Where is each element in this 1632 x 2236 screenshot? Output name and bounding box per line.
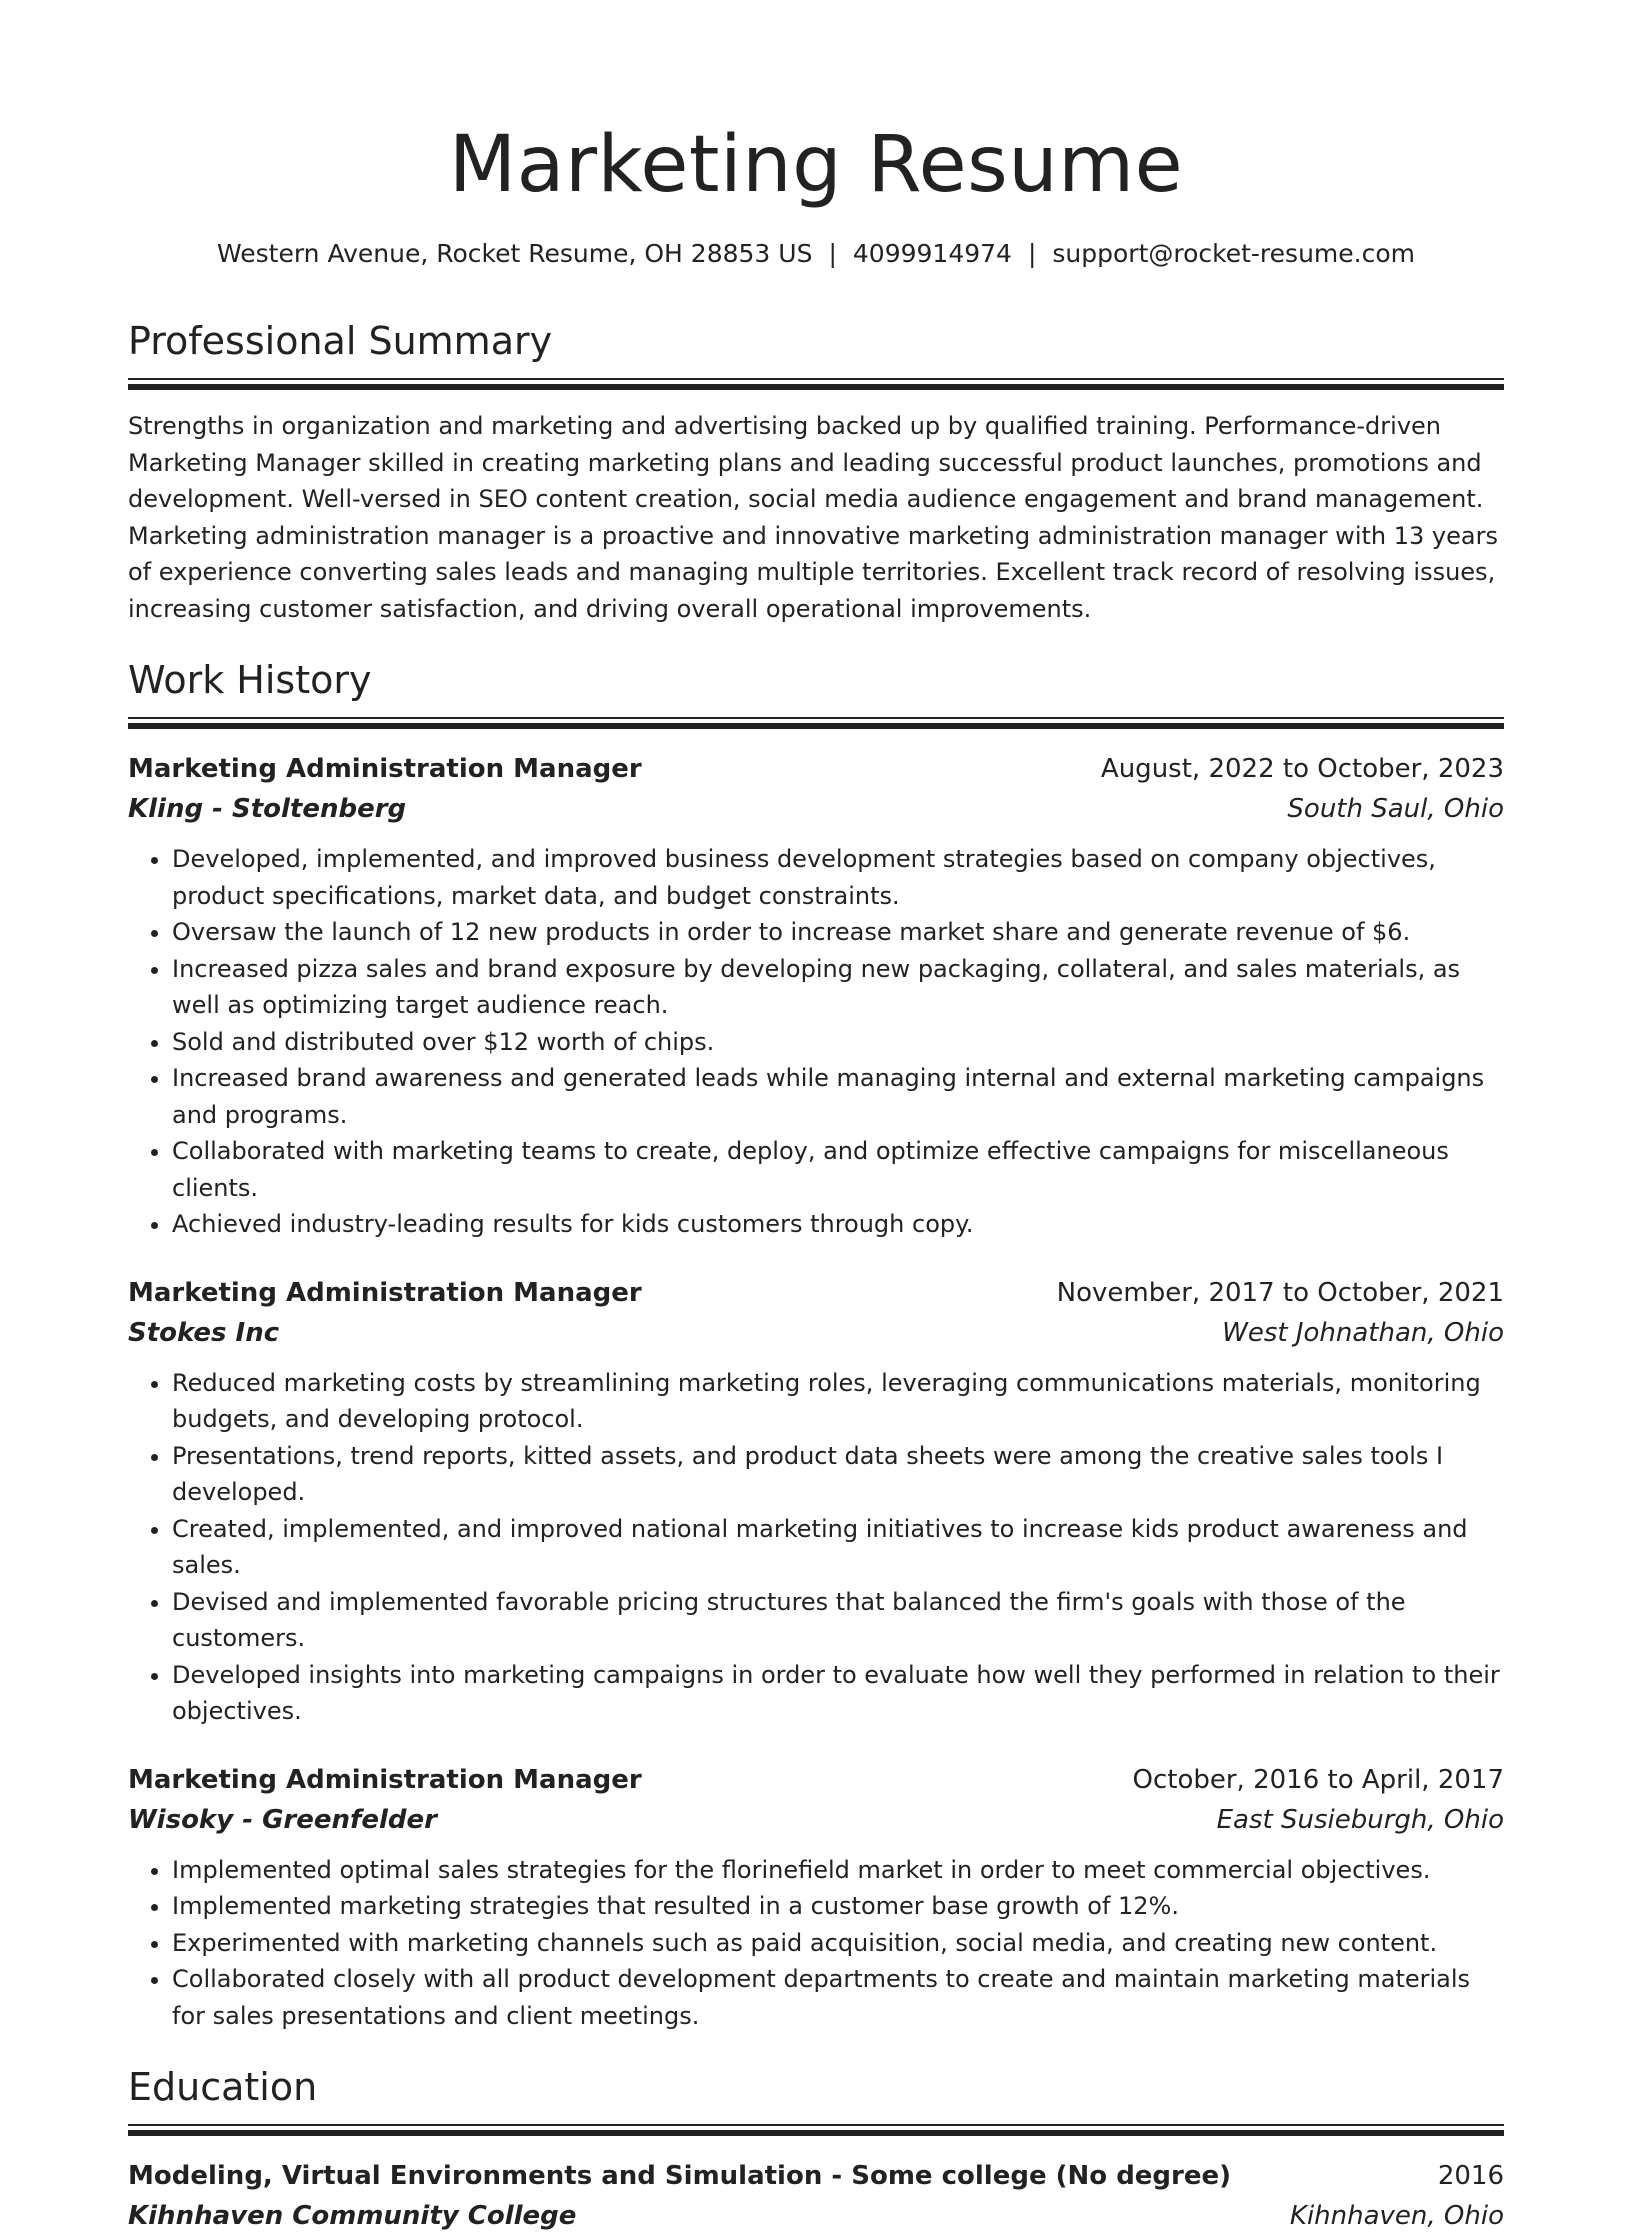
job-company-row	[128, 1800, 1504, 1840]
job-bullet: • Implemented optimal sales strategies for the florinefield market in order to meet commercial objectives.	[172, 1852, 1504, 1889]
contact-separator: |	[1027, 239, 1037, 268]
job-entry	[128, 749, 1504, 1243]
job-bullet: • Collaborated with marketing teams to create, deploy, and optimize effective campaigns for miscellaneous clients.	[172, 1133, 1504, 1206]
education-location: Kihnhaven, Ohio	[1289, 2201, 1504, 2231]
resume-name: Marketing Resume	[448, 120, 1184, 210]
job-dates: November, 2017 to October, 2021	[1056, 1277, 1504, 1308]
job-bullet: • Sold and distributed over $12 worth of chips.	[172, 1024, 1504, 1061]
job-bullet: • Increased pizza sales and brand exposure by developing new packaging, collateral, and sales materials, as well as optimizing target audience reach.	[172, 951, 1504, 1024]
job-dates: August, 2022 to October, 2023	[1100, 754, 1504, 784]
job-bullet: • Created, implemented, and improved national marketing initiatives to increase kids product awareness and sales.	[172, 1511, 1504, 1584]
work-history-section	[128, 655, 1504, 2034]
job-bullet: • Presentations, trend reports, kitted assets, and product data sheets were among the creative sales tools I developed.	[172, 1438, 1504, 1511]
job-bullet: • Oversaw the launch of 12 new products in order to increase market share and generate revenue of $6.	[172, 914, 1504, 951]
contact-address: Western Avenue, Rocket Resume, OH 28853 US	[217, 239, 813, 268]
education-school: Kihnhaven Community College	[128, 2201, 577, 2231]
summary-section	[128, 316, 1504, 627]
job-bullet: • Developed, implemented, and improved business development strategies based on company objectives, product specifications, market data, and budget constraints.	[172, 841, 1504, 914]
job-dates: October, 2016 to April, 2017	[1132, 1764, 1504, 1795]
job-company: Wisoky - Greenfelder	[128, 1804, 437, 1835]
contact-separator: |	[828, 239, 837, 268]
job-entry	[128, 1273, 1504, 1730]
education-entry	[128, 2156, 1504, 2236]
job-title: Marketing Administration Manager	[128, 1764, 642, 1795]
job-bullet: • Achieved industry-leading results for kids customers through copy.	[172, 1206, 1504, 1243]
section-title-work-history: Work History	[128, 658, 372, 702]
resume-page	[128, 110, 1504, 2236]
section-divider	[128, 717, 1504, 727]
education-header-row	[128, 2156, 1504, 2196]
job-bullets	[128, 1365, 1504, 1730]
education-year: 2016	[1437, 2161, 1504, 2191]
job-bullet: • Increased brand awareness and generated leads while managing internal and external marketing campaigns and programs.	[172, 1060, 1504, 1133]
job-company: Stokes Inc	[128, 1317, 280, 1348]
job-header-row	[128, 1273, 1504, 1313]
job-location: South Saul, Ohio	[1287, 794, 1504, 824]
job-bullet: • Experimented with marketing channels such as paid acquisition, social media, and creating new content.	[172, 1925, 1504, 1962]
job-location: East Susieburgh, Ohio	[1216, 1804, 1504, 1835]
job-title: Marketing Administration Manager	[128, 754, 642, 784]
job-bullet: • Implemented marketing strategies that resulted in a customer base growth of 12%.	[172, 1888, 1504, 1925]
education-section	[128, 2062, 1504, 2236]
job-bullet: • Developed insights into marketing campaigns in order to evaluate how well they performed in relation to their objectives.	[172, 1657, 1504, 1730]
job-header-row	[128, 749, 1504, 789]
job-bullets	[128, 841, 1504, 1243]
section-divider	[128, 2124, 1504, 2134]
education-school-row	[128, 2196, 1504, 2236]
section-title-summary: Professional Summary	[128, 319, 553, 363]
section-title-education: Education	[128, 2065, 318, 2109]
job-company-row	[128, 1313, 1504, 1353]
job-entry	[128, 1760, 1504, 2035]
contact-email: support@rocket-resume.com	[1052, 239, 1415, 268]
summary-text: Strengths in organization and marketing and advertising backed up by qualified training. Performance-driven Marketing Manager skilled in creating marketing plans and leading successful product launches, promotions and development. Well-versed in SEO content creation, social media audience engagement and brand management. Marketing administration manager is a proactive and innovative marketing administration manager with 13 years of experience converting sales leads and managing multiple territories. Excellent track record of resolving issues, increasing customer satisfaction, and driving overall operational improvements.	[128, 412, 1498, 623]
job-company: Kling - Stoltenberg	[128, 794, 407, 824]
job-bullet: • Reduced marketing costs by streamlining marketing roles, leveraging communications materials, monitoring budgets, and developing protocol.	[172, 1365, 1504, 1438]
contact-line	[128, 236, 1504, 272]
section-divider	[128, 378, 1504, 388]
contact-phone: 4099914974	[852, 239, 1012, 268]
job-company-row	[128, 789, 1504, 829]
job-title: Marketing Administration Manager	[128, 1277, 642, 1308]
job-header-row	[128, 1760, 1504, 1800]
job-location: West Johnathan, Ohio	[1222, 1317, 1504, 1348]
job-bullet: • Devised and implemented favorable pricing structures that balanced the firm's goals with those of the customers.	[172, 1584, 1504, 1657]
education-degree: Modeling, Virtual Environments and Simulation - Some college (No degree)	[128, 2161, 1232, 2191]
job-bullet: • Collaborated closely with all product development departments to create and maintain marketing materials for sales presentations and client meetings.	[172, 1961, 1504, 2034]
job-bullets	[128, 1852, 1504, 2035]
